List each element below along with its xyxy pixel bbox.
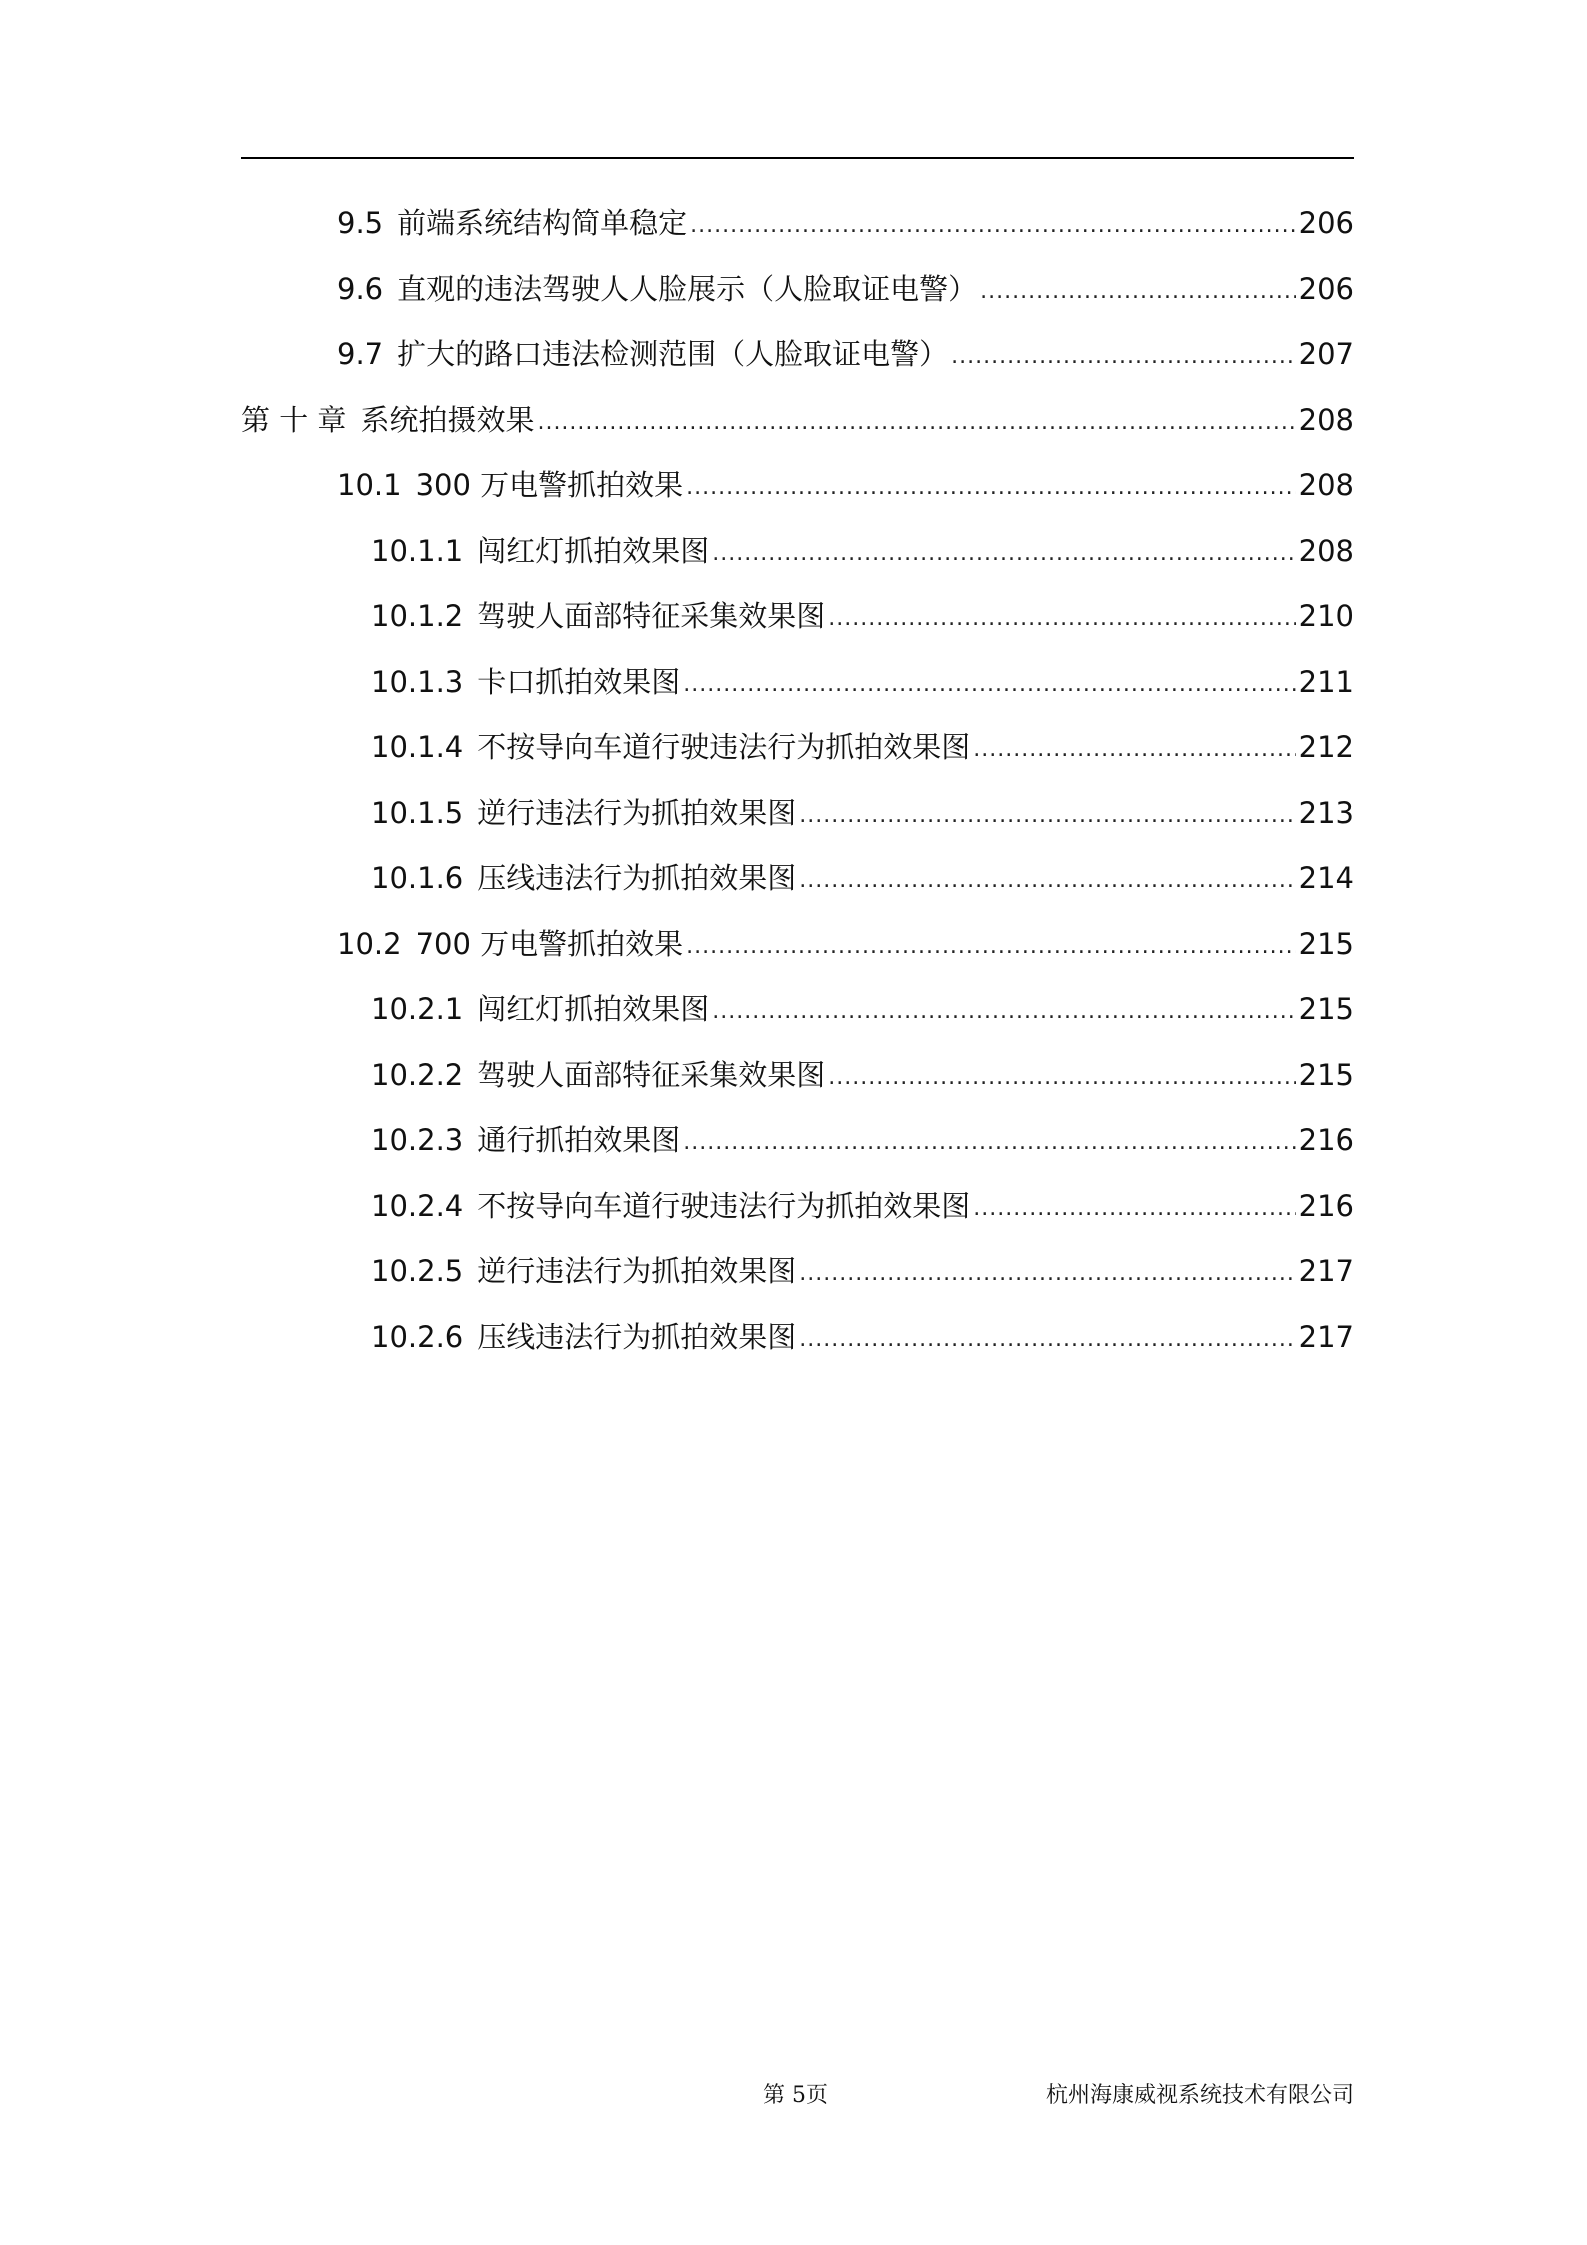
toc-entry-title: 驾驶人面部特征采集效果图 — [477, 1058, 826, 1092]
toc-entry-page: 211 — [1298, 665, 1354, 699]
toc-dot-leader — [690, 209, 1296, 243]
toc-dot-leader — [537, 406, 1295, 440]
toc-entry-page: 216 — [1298, 1189, 1354, 1223]
toc-entry[interactable] — [371, 1309, 1354, 1357]
toc-entry-page: 210 — [1298, 599, 1354, 633]
toc-dot-leader — [973, 733, 1295, 767]
toc-entry-title: 直观的违法驾驶人人脸展示（人脸取证电警） — [397, 272, 978, 306]
toc-dot-leader — [683, 668, 1295, 702]
toc-entry[interactable] — [371, 1243, 1354, 1291]
toc-entry-page: 207 — [1298, 337, 1354, 371]
toc-entry[interactable] — [337, 326, 1354, 374]
toc-entry-title: 逆行违法行为抓拍效果图 — [477, 796, 797, 830]
toc-dot-leader — [980, 275, 1296, 309]
toc-entry-title: 闯红灯抓拍效果图 — [477, 992, 710, 1026]
toc-entry-page: 216 — [1298, 1123, 1354, 1157]
toc-entry-title: 逆行违法行为抓拍效果图 — [477, 1254, 797, 1288]
toc-dot-leader — [799, 1257, 1295, 1291]
toc-entry-page: 215 — [1298, 992, 1354, 1026]
toc-entry-number: 10.1.6 — [371, 861, 464, 895]
toc-dot-leader — [799, 864, 1295, 898]
toc-entry-page: 208 — [1298, 468, 1354, 502]
toc-entry[interactable] — [337, 195, 1354, 243]
toc-entry-number: 10.2.4 — [371, 1189, 464, 1223]
toc-entry-page: 206 — [1298, 206, 1354, 240]
toc-entry-number: 10.2.2 — [371, 1058, 464, 1092]
toc-entry-number: 10.1.2 — [371, 599, 464, 633]
toc-dot-leader — [799, 799, 1295, 833]
toc-entry-number: 9.6 — [337, 272, 384, 306]
toc-entry[interactable] — [371, 1047, 1354, 1095]
toc-entry-number: 10.1.1 — [371, 534, 464, 568]
toc-entry-number: 10.1.5 — [371, 796, 464, 830]
toc-entry-title: 通行抓拍效果图 — [477, 1123, 681, 1157]
header-rule — [241, 157, 1354, 159]
toc-entry-title: 卡口抓拍效果图 — [477, 665, 681, 699]
toc-entry-number: 10.2.5 — [371, 1254, 464, 1288]
toc-dot-leader — [951, 340, 1296, 374]
footer-page-number: 第 5页 — [763, 2083, 828, 2108]
toc-entry-title: 系统拍摄效果 — [360, 403, 535, 437]
toc-entry[interactable] — [371, 1178, 1354, 1226]
toc-entry-title: 700 万电警抓拍效果 — [415, 927, 684, 961]
toc-entry-number: 9.5 — [337, 206, 384, 240]
toc-entry-number: 10.2.1 — [371, 992, 464, 1026]
toc-dot-leader — [973, 1192, 1295, 1226]
toc-dot-leader — [683, 1126, 1295, 1160]
toc-entry-page: 217 — [1298, 1320, 1354, 1354]
toc-entry-page: 215 — [1298, 1058, 1354, 1092]
toc-entry-page: 206 — [1298, 272, 1354, 306]
toc-entry-title: 扩大的路口违法检测范围（人脸取证电警） — [397, 337, 949, 371]
toc-entry[interactable] — [371, 719, 1354, 767]
toc-entry-title: 不按导向车道行驶违法行为抓拍效果图 — [477, 1189, 971, 1223]
toc-entry-title: 闯红灯抓拍效果图 — [477, 534, 710, 568]
toc-entry-page: 208 — [1298, 534, 1354, 568]
toc-entry-number: 10.1.4 — [371, 730, 464, 764]
toc-entry-title: 压线违法行为抓拍效果图 — [477, 861, 797, 895]
toc-dot-leader — [799, 1323, 1295, 1357]
toc-entry[interactable] — [371, 588, 1354, 636]
toc-entry[interactable] — [337, 916, 1354, 964]
toc-entry-number: 第 十 章 — [241, 403, 347, 437]
toc-entry[interactable] — [371, 850, 1354, 898]
toc-entry-page: 212 — [1298, 730, 1354, 764]
toc-dot-leader — [712, 537, 1295, 571]
toc-entry-number: 10.1.3 — [371, 665, 464, 699]
toc-entry[interactable] — [241, 392, 1354, 440]
toc-entry-title: 前端系统结构简单稳定 — [397, 206, 688, 240]
toc-entry[interactable] — [371, 785, 1354, 833]
toc-entry[interactable] — [371, 1112, 1354, 1160]
toc-entry[interactable] — [337, 261, 1354, 309]
toc-entry-page: 215 — [1298, 927, 1354, 961]
toc-entry-title: 不按导向车道行驶违法行为抓拍效果图 — [477, 730, 971, 764]
toc-entry[interactable] — [371, 981, 1354, 1029]
toc-entry-title: 驾驶人面部特征采集效果图 — [477, 599, 826, 633]
footer-company-name: 杭州海康威视系统技术有限公司 — [1045, 2083, 1354, 2108]
toc-dot-leader — [828, 602, 1295, 636]
toc-entry[interactable] — [337, 457, 1354, 505]
toc-entry-number: 10.2 — [337, 927, 402, 961]
toc-entry[interactable] — [371, 654, 1354, 702]
toc-entry-number: 10.2.3 — [371, 1123, 464, 1157]
toc-dot-leader — [712, 995, 1295, 1029]
toc-entry-page: 214 — [1298, 861, 1354, 895]
toc-entry-page: 217 — [1298, 1254, 1354, 1288]
toc-entry-page: 213 — [1298, 796, 1354, 830]
toc-entry-title: 300 万电警抓拍效果 — [415, 468, 684, 502]
toc-entry[interactable] — [371, 523, 1354, 571]
toc-dot-leader — [828, 1061, 1295, 1095]
toc-entry-page: 208 — [1298, 403, 1354, 437]
toc-entry-title: 压线违法行为抓拍效果图 — [477, 1320, 797, 1354]
toc-dot-leader — [686, 930, 1295, 964]
toc-dot-leader — [686, 471, 1295, 505]
toc-entry-number: 10.2.6 — [371, 1320, 464, 1354]
toc-entry-number: 10.1 — [337, 468, 402, 502]
toc-entry-number: 9.7 — [337, 337, 384, 371]
